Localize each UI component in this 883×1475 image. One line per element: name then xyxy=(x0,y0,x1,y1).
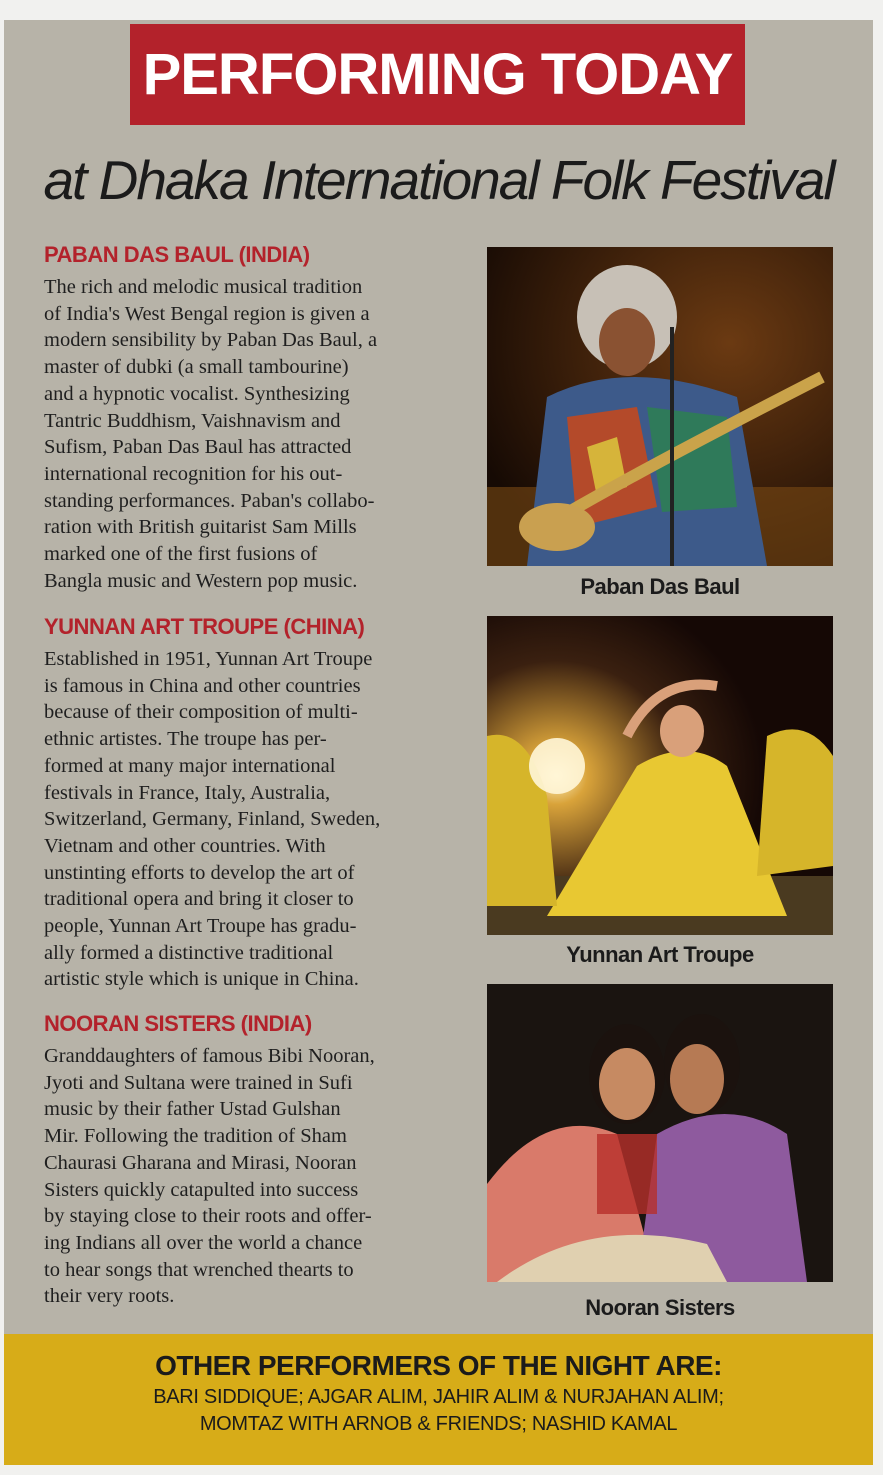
poster-panel xyxy=(4,20,873,1465)
section-heading-paban: PABAN DAS BAUL (INDIA) xyxy=(44,242,310,267)
caption-paban: Paban Das Baul xyxy=(580,574,740,599)
section-body-yunnan: Established in 1951, Yunnan Art Troupe is famous in China and other countries because of their composition of multi- ethnic artistes. The troupe has per- formed at many major international festivals in France, Italy, Australia, Switzerland, Germany, Finland, Sweden, Vietnam and other countries. With unstinting efforts to develop the art of traditional opera and bring it closer to people, Yunnan Art Troupe has gradu- ally formed a distinctive traditional artistic style which is unique in China. xyxy=(44,648,381,991)
footer-line: MOMTAZ WITH ARNOB & FRIENDS; NASHID KAMAL xyxy=(199,1413,678,1435)
photo-paban-das-baul xyxy=(487,247,833,566)
photo-yunnan-art-troupe xyxy=(487,616,833,935)
subtitle: at Dhaka International Folk Festival xyxy=(43,149,834,211)
caption-nooran: Nooran Sisters xyxy=(585,1295,735,1320)
section-heading-nooran: NOORAN SISTERS (INDIA) xyxy=(44,1011,312,1036)
caption-yunnan: Yunnan Art Troupe xyxy=(566,942,754,967)
section-body-paban: The rich and melodic musical tradition of India's West Bengal region is given a modern sensibility by Paban Das Baul, a master of dubki (a small tambourine) and a hypnotic vocalist. Synthesizing Tantric Buddhism, Vaishnavism and Sufism, Paban Das Baul has attracted international recognition for his out- standing performances. Paban's collabo- ration with British guitarist Sam Mills marked one of the first fusions of Bangla music and Western pop music. xyxy=(44,276,378,592)
banner-title: PERFORMING TODAY xyxy=(130,24,745,125)
footer-line: BARI SIDDIQUE; AJGAR ALIM, JAHIR ALIM & NURJAHAN ALIM; xyxy=(153,1386,724,1408)
section-heading-yunnan: YUNNAN ART TROUPE (CHINA) xyxy=(44,614,365,639)
photo-nooran-sisters xyxy=(487,984,833,1282)
footer-title: OTHER PERFORMERS OF THE NIGHT ARE: xyxy=(155,1350,722,1381)
section-body-nooran: Granddaughters of famous Bibi Nooran, Jyoti and Sultana were trained in Sufi music by their father Ustad Gulshan Mir. Following the tradition of Sham Chaurasi Gharana and Mirasi, Nooran Sisters quickly catapulted into success by staying close to their roots and offer- ing Indians all over the world a chance to hear songs that wrenched thearts to their very roots. xyxy=(44,1045,375,1308)
other-performers-footer xyxy=(4,1334,873,1465)
